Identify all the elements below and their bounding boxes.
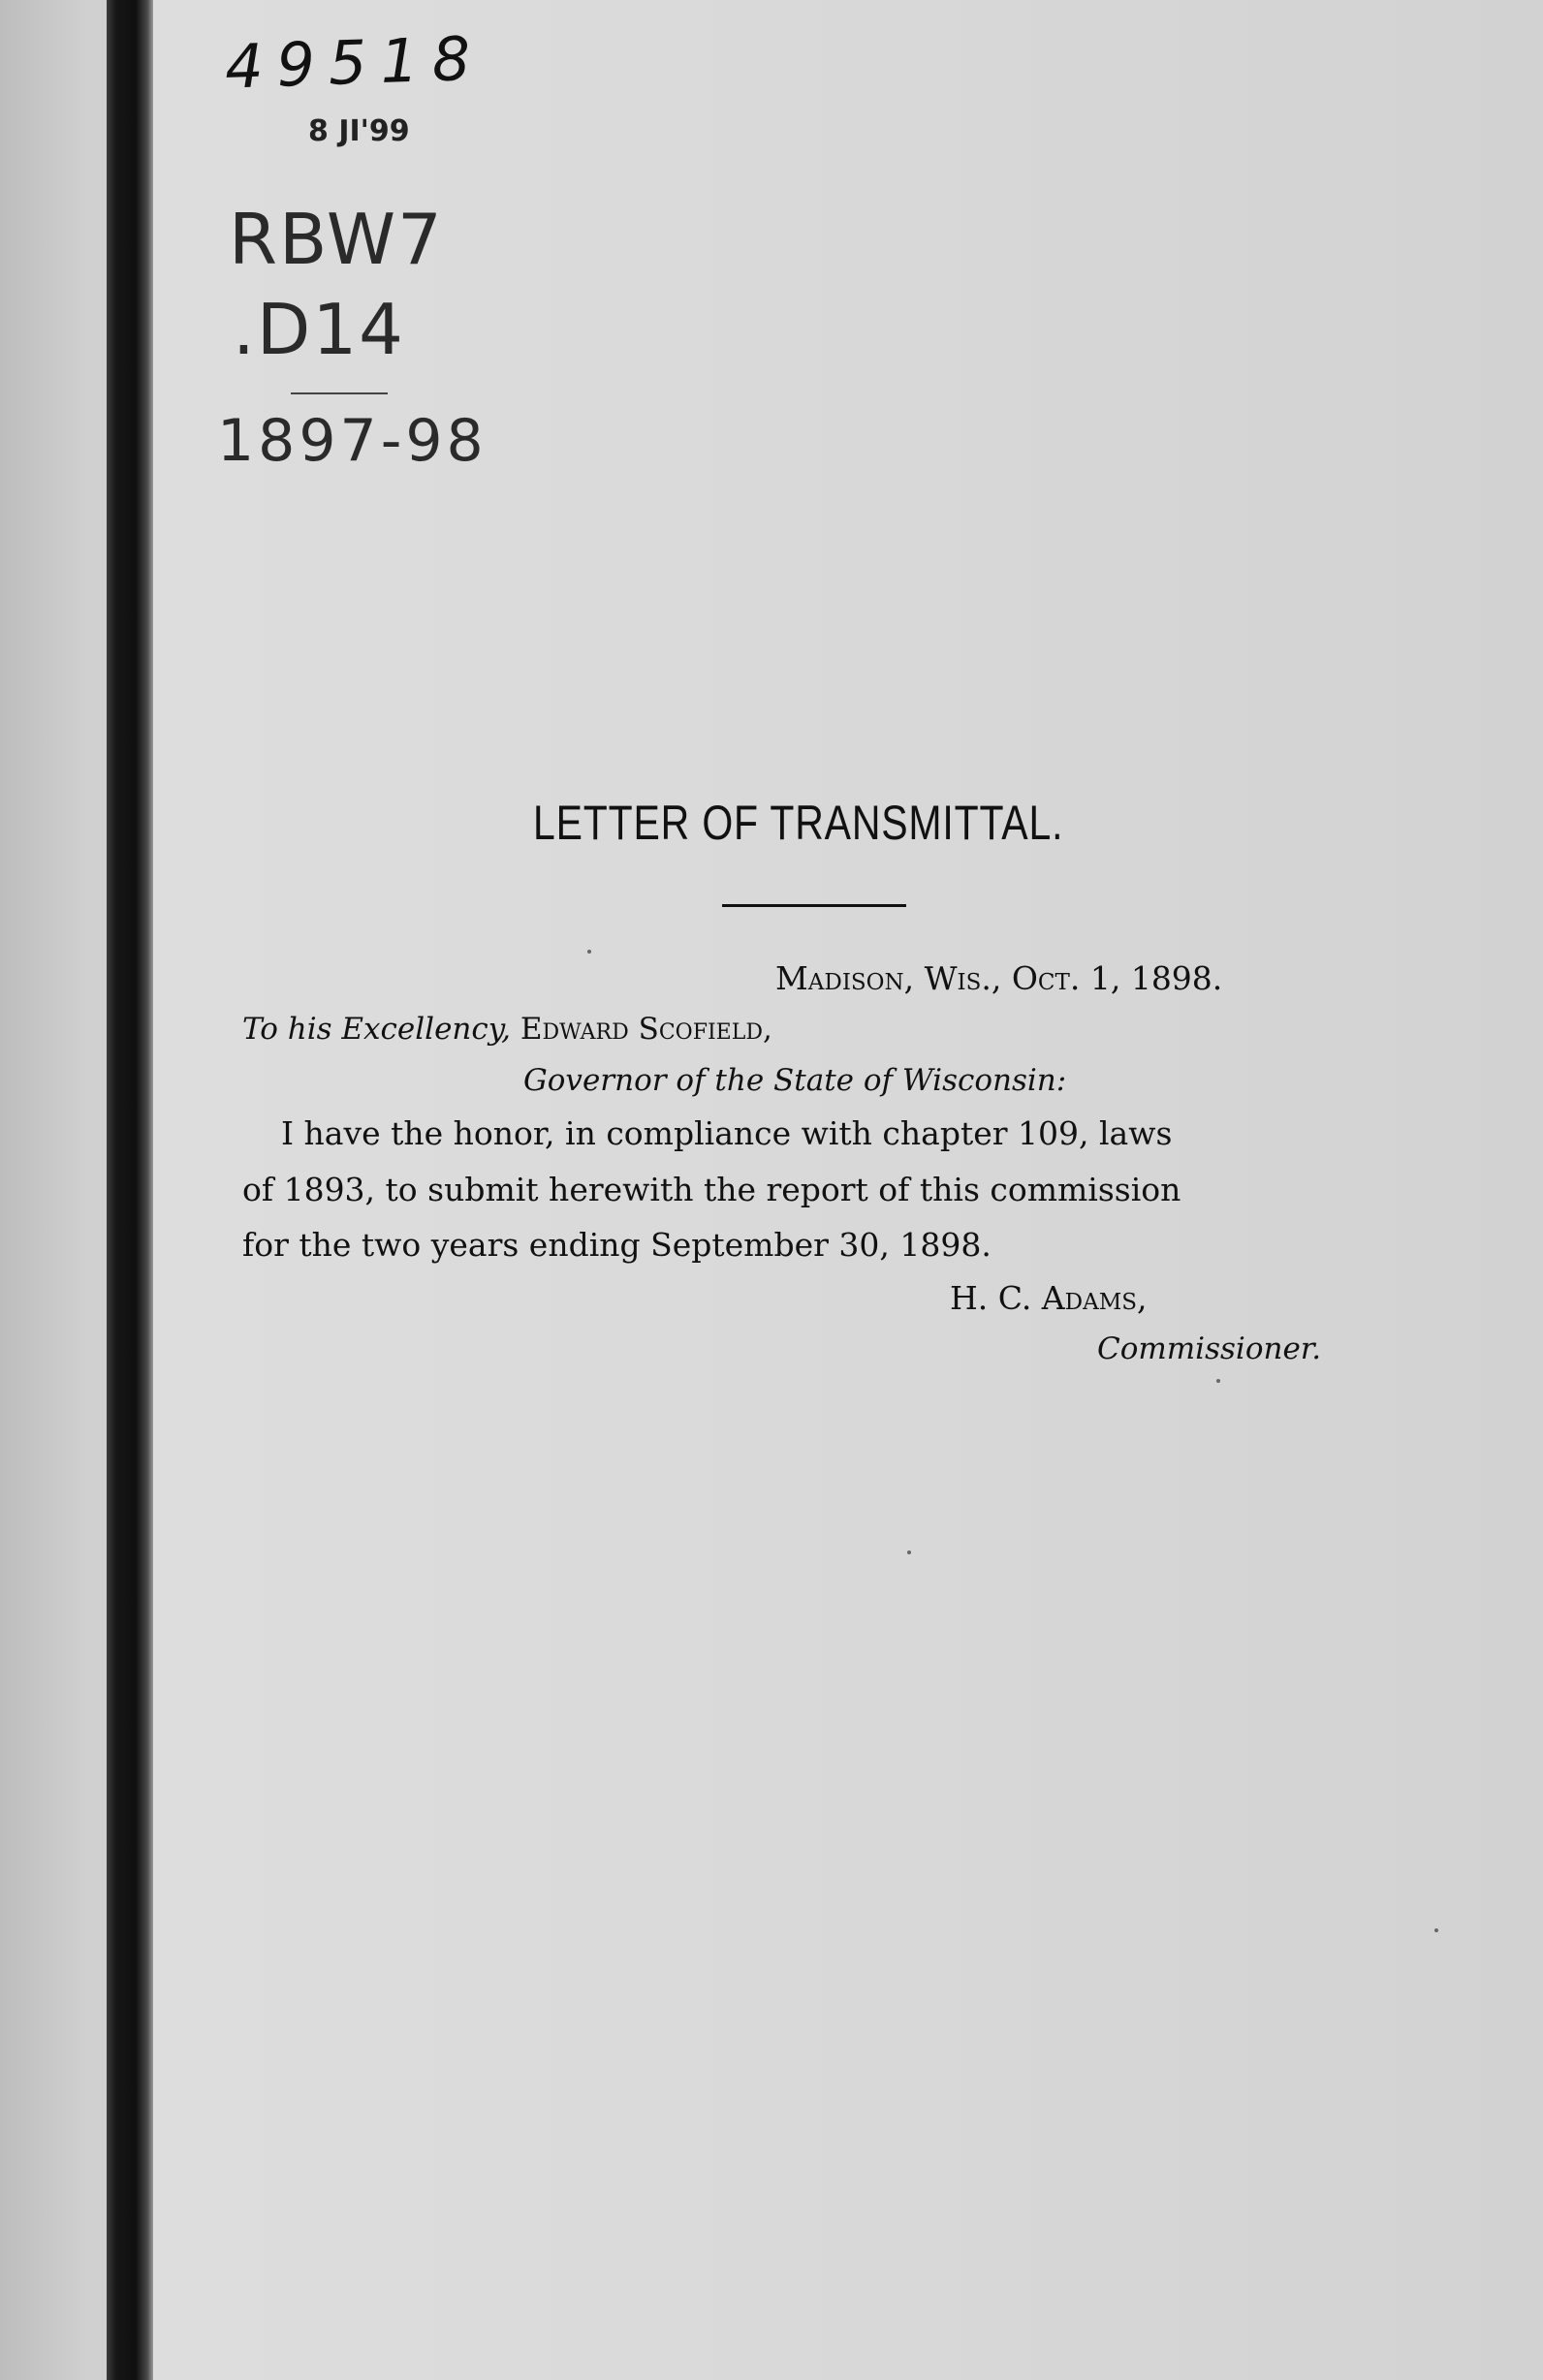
call-number-line-2: .D14 <box>233 289 405 370</box>
call-number-rule <box>291 392 388 394</box>
heading-divider <box>722 904 906 907</box>
signature-name: H. C. Adams, <box>950 1279 1148 1317</box>
addressee-name: Edward Scofield, <box>520 1012 772 1047</box>
date-stamp: 8 JI'99 <box>308 114 410 148</box>
paper-speck <box>587 950 591 954</box>
letter-dateline: Madison, Wis., Oct. 1, 1898. <box>775 959 1223 997</box>
body-line-3: for the two years ending September 30, 1898. <box>242 1226 992 1264</box>
page-margin <box>0 0 107 2380</box>
call-number-line-1: RBW7 <box>229 199 444 280</box>
binding-spine <box>107 0 153 2380</box>
accession-number: 49518 <box>223 22 486 103</box>
salutation <box>242 1012 772 1047</box>
body-line-1: I have the honor, in compliance with chapter 109, laws <box>281 1114 1173 1152</box>
paper-speck <box>1216 1379 1220 1383</box>
paper-speck <box>1434 1928 1438 1932</box>
letter-heading: LETTER OF TRANSMITTAL. <box>533 796 1064 850</box>
addressee-title: Governor of the State of Wisconsin: <box>523 1063 1067 1098</box>
body-line-2: of 1893, to submit herewith the report of this commission <box>242 1171 1181 1208</box>
call-number-line-3: 1897-98 <box>217 407 488 475</box>
signature-title: Commissioner. <box>1097 1331 1322 1366</box>
paper-speck <box>907 1550 911 1554</box>
salutation-prefix: To his Excellency, <box>242 1012 512 1047</box>
